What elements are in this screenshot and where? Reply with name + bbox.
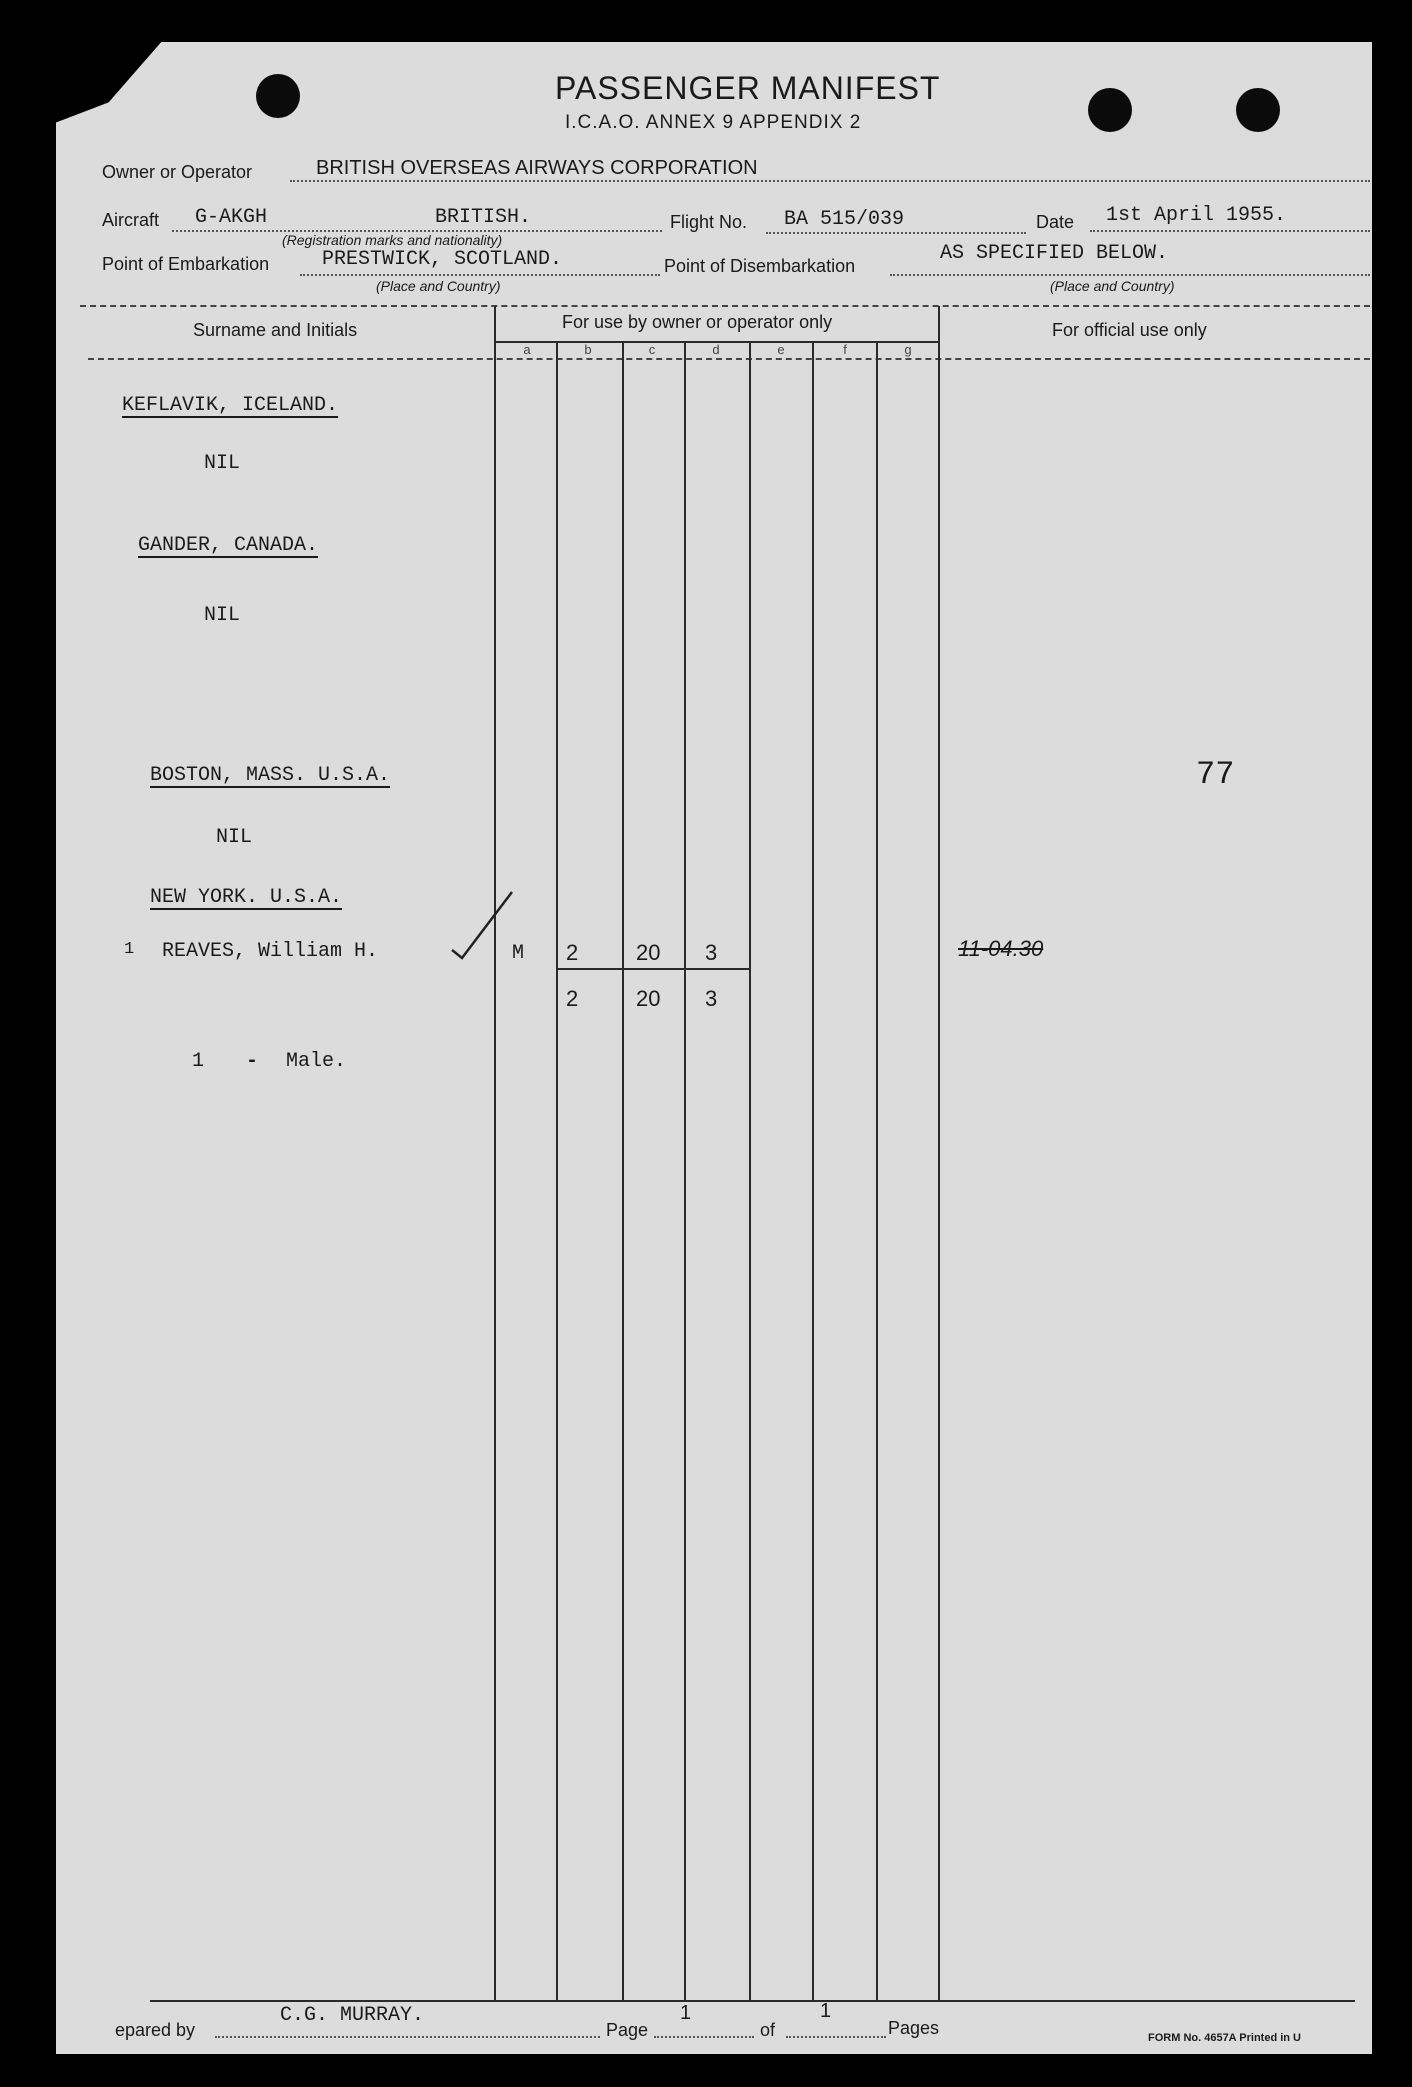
subcol-g: g xyxy=(904,342,912,357)
table-header-rule xyxy=(88,358,1370,360)
prepared-dotline xyxy=(215,2036,600,2038)
date-label: Date xyxy=(1036,212,1075,232)
aircraft-reg: G-AKGH xyxy=(195,206,268,229)
owner-label: Owner or Operator xyxy=(102,162,253,182)
stop-keflavik: KEFLAVIK, ICELAND. xyxy=(122,394,339,417)
col-line-g xyxy=(876,342,878,2000)
disembark-dotline xyxy=(890,274,1370,276)
total-col-c: 20 xyxy=(636,986,661,1011)
punch-hole-right-1 xyxy=(1088,88,1132,132)
of-value: 1 xyxy=(820,2000,832,2022)
operator-col-header: For use by owner or operator only xyxy=(562,312,833,332)
col-line-f xyxy=(812,342,814,2000)
date-value: 1st April 1955. xyxy=(1106,204,1287,227)
of-label: of xyxy=(760,2020,776,2040)
date-dotline xyxy=(1090,230,1370,232)
summary-label: Male. xyxy=(286,1050,347,1073)
subcol-b: b xyxy=(584,342,592,357)
disembark-value: AS SPECIFIED BELOW. xyxy=(940,242,1169,265)
passenger-col-c: 20 xyxy=(636,940,661,965)
stop-gander: GANDER, CANADA. xyxy=(138,534,319,557)
prepared-value: C.G. MURRAY. xyxy=(280,2004,425,2027)
page-subtitle: I.C.A.O. ANNEX 9 APPENDIX 2 xyxy=(565,112,862,133)
owner-value: BRITISH OVERSEAS AIRWAYS CORPORATION xyxy=(316,157,758,179)
owner-dotline xyxy=(290,180,1370,182)
aircraft-caption: (Registration marks and nationality) xyxy=(282,232,503,248)
passenger-number: 1 xyxy=(124,940,135,959)
col-line-official xyxy=(938,306,940,2000)
passenger-name: REAVES, William H. xyxy=(162,940,379,963)
col-line-c xyxy=(622,342,624,2000)
punch-hole-left xyxy=(256,74,300,118)
prepared-label: epared by xyxy=(115,2020,196,2040)
subcol-c: c xyxy=(648,342,656,357)
col-line-e xyxy=(749,342,751,2000)
table-top-rule xyxy=(80,305,1370,307)
keflavik-nil: NIL xyxy=(204,452,241,475)
punch-hole-right-2 xyxy=(1236,88,1280,132)
tick-mark xyxy=(448,888,518,960)
pages-label: Pages xyxy=(888,2018,940,2038)
passenger-col-a: M xyxy=(512,942,525,965)
subcol-f: f xyxy=(843,342,847,357)
subtotal-rule xyxy=(556,968,750,970)
gander-nil: NIL xyxy=(204,604,241,627)
total-col-d: 3 xyxy=(705,986,718,1011)
of-dotline xyxy=(786,2036,886,2038)
total-col-b: 2 xyxy=(566,986,579,1011)
col-line-d xyxy=(684,342,686,2000)
aircraft-nationality: BRITISH. xyxy=(435,206,532,229)
subcol-e: e xyxy=(777,342,785,357)
embark-value: PRESTWICK, SCOTLAND. xyxy=(322,248,563,271)
flight-dotline xyxy=(766,232,1026,234)
passenger-col-b: 2 xyxy=(566,940,579,965)
embark-label: Point of Embarkation xyxy=(102,254,270,274)
stop-newyork: NEW YORK. U.S.A. xyxy=(150,886,343,909)
aircraft-label: Aircraft xyxy=(102,210,160,230)
page-title: PASSENGER MANIFEST xyxy=(555,70,941,106)
official-col-header: For official use only xyxy=(1052,320,1207,340)
form-number: FORM No. 4657A Printed in U xyxy=(1148,2032,1302,2044)
flight-label: Flight No. xyxy=(670,212,748,232)
footer-rule xyxy=(150,2000,1355,2002)
passenger-col-d: 3 xyxy=(705,940,718,965)
official-struck-time: 11-04.30 xyxy=(958,936,1044,961)
flight-value: BA 515/039 xyxy=(784,208,905,231)
disembark-caption: (Place and Country) xyxy=(1050,278,1175,294)
subcol-a: a xyxy=(523,342,531,357)
page-value: 1 xyxy=(680,2002,692,2024)
embark-dotline xyxy=(300,274,660,276)
boston-nil: NIL xyxy=(216,826,253,849)
summary-count: 1 xyxy=(192,1050,205,1073)
disembark-label: Point of Disembarkation xyxy=(664,256,856,276)
embark-caption: (Place and Country) xyxy=(376,278,501,294)
col-line-b xyxy=(556,342,558,2000)
page-label: Page xyxy=(606,2020,649,2040)
summary-dash: - xyxy=(246,1050,259,1073)
subcol-d: d xyxy=(712,342,720,357)
surname-col-header: Surname and Initials xyxy=(193,320,358,340)
col-line-surname xyxy=(494,306,496,2000)
stop-boston: BOSTON, MASS. U.S.A. xyxy=(150,764,391,787)
page-dotline xyxy=(654,2036,754,2038)
official-number: 77 xyxy=(1196,756,1235,793)
